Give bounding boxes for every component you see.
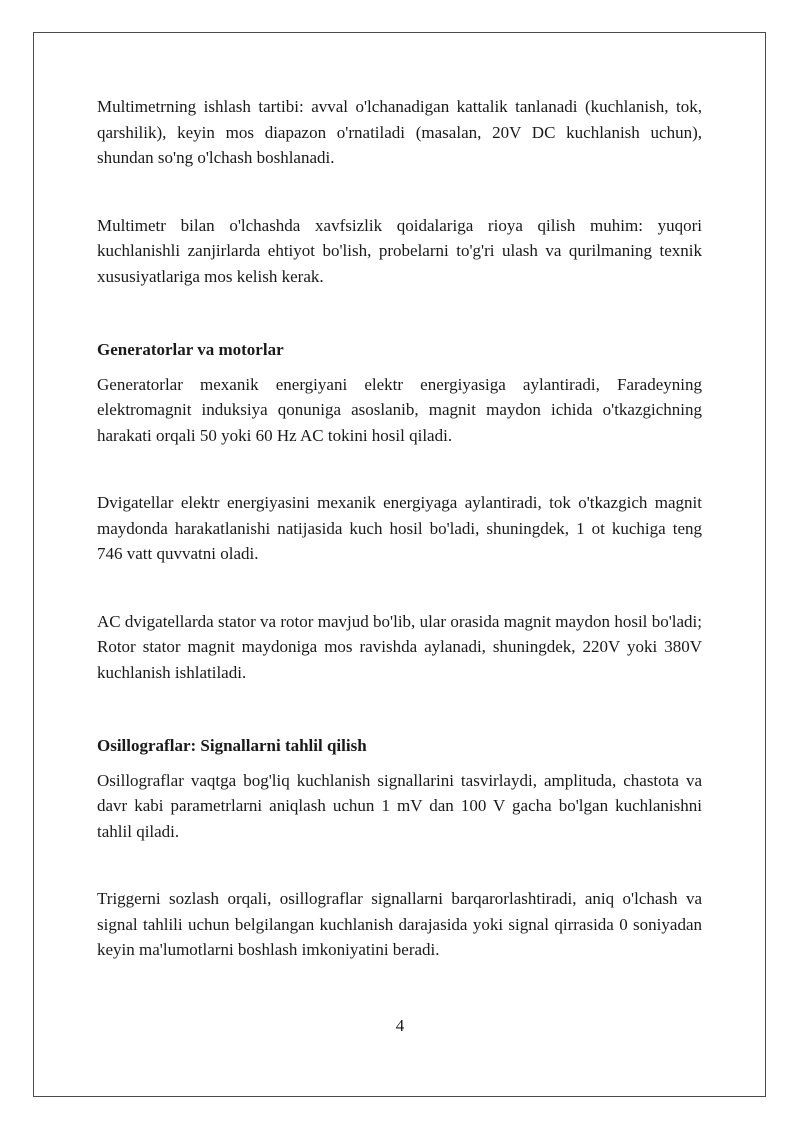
paragraph-generators: Generatorlar mexanik energiyani elektr energiyasiga aylantiradi, Faradeyning elektromagnit induksiya qonuniga asoslanib, magnit maydon ichida o'tkazgichning harakati orqali 50 yoki 60 Hz AC tokini hosil qiladi. [97, 374, 702, 445]
section-heading-generators: Generatorlar va motorlar [97, 340, 284, 359]
section-heading-oscilloscopes: Osillograflar: Signallarni tahlil qilish [97, 736, 367, 755]
paragraph-multimeter-procedure: Multimetrning ishlash tartibi: avval o'lchanadigan kattalik tanlanadi (kuchlanish, tok, qarshilik), keyin mos diapazon o'rnatiladi (masalan, 20V DC kuchlanish uchun), shundan so'ng o'lchash boshlanadi. [97, 97, 702, 167]
paragraph-multimeter-safety: Multimetr bilan o'lchashda xavfsizlik qoidalariga rioya qilish muhim: yuqori kuchlanishli zanjirlarda ehtiyot bo'lish, probelarni to'g'ri ulash va qurilmaning texnik xususiyatlariga mos kelish kerak. [97, 215, 702, 286]
document-body [97, 94, 702, 963]
paragraph-ac-motors: AC dvigatellarda stator va rotor mavjud bo'lib, ular orasida magnit maydon hosil bo'ladi; Rotor stator magnit maydoniga mos ravishda aylanadi, shuningdek, 220V yoki 380V kuchlanish ishlatiladi. [97, 611, 702, 682]
paragraph-oscilloscopes: Osillograflar vaqtga bog'liq kuchlanish signallarini tasvirlaydi, amplituda, chastota va davr kabi parametrlarni aniqlash uchun 1 mV dan 100 V gacha bo'lgan kuchlanishni tahlil qiladi. [97, 770, 702, 841]
paragraph-motors: Dvigatellar elektr energiyasini mexanik energiyaga aylantiradi, tok o'tkazgich magnit maydonda harakatlanishi natijasida kuch hosil bo'ladi, shuningdek, 1 ot kuchiga teng 746 vatt quvvatni oladi. [97, 493, 702, 563]
page-number: 4 [395, 1016, 405, 1035]
paragraph-trigger: Triggerni sozlash orqali, osillograflar signallarni barqarorlashtiradi, aniq o'lchash va signal tahlili uchun belgilangan kuchlanish darajasida yoki signal qirrasida 0 soniyadan keyin ma'lumotlarni boshlash imkoniyatini beradi. [97, 889, 702, 959]
